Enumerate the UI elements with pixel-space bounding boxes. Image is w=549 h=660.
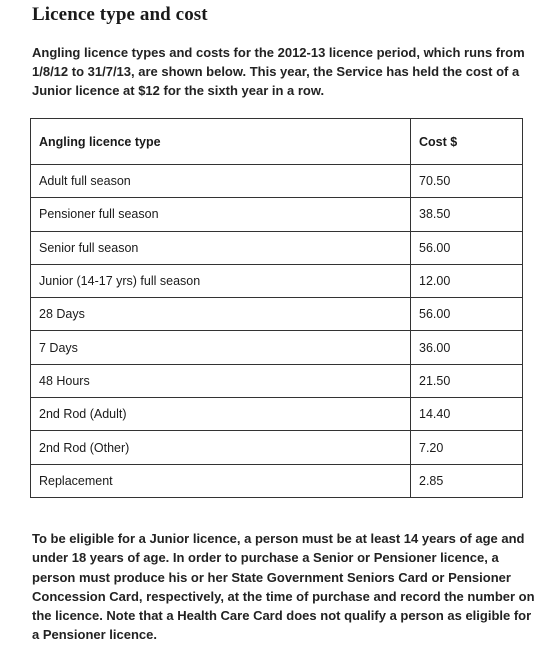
eligibility-paragraph: To be eligible for a Junior licence, a person must be at least 14 years of age and under 18 years of age. In order to purchase a Senior or Pensioner licence, a person must produce his or her State Government Seniors Card or Pensioner Concession Card, respectively, at the time of purchase and record the number on the licence. Note that a Health Care Card does not qualify a person as eligible for a Pensioner licence. — [32, 531, 535, 643]
licence-cost-table — [30, 118, 523, 498]
table-row — [31, 231, 523, 264]
licence-type-cell: Senior full season — [31, 231, 411, 264]
table-row — [31, 198, 523, 231]
cost-cell: 56.00 — [411, 298, 523, 331]
cost-cell: 70.50 — [411, 165, 523, 198]
cost-cell: 14.40 — [411, 398, 523, 431]
cost-cell: 2.85 — [411, 464, 523, 497]
licence-type-cell: Adult full season — [31, 165, 411, 198]
cost-cell: 7.20 — [411, 431, 523, 464]
table-row — [31, 431, 523, 464]
table-row — [31, 331, 523, 364]
licence-type-cell: Pensioner full season — [31, 198, 411, 231]
licence-type-cell: 2nd Rod (Adult) — [31, 398, 411, 431]
table-row — [31, 398, 523, 431]
table-row — [31, 165, 523, 198]
licence-type-cell: 28 Days — [31, 298, 411, 331]
cost-cell: 12.00 — [411, 264, 523, 297]
table-row — [31, 298, 523, 331]
cost-cell: 38.50 — [411, 198, 523, 231]
licence-type-cell: 48 Hours — [31, 364, 411, 397]
header-licence-type: Angling licence type — [31, 119, 411, 165]
cost-cell: 21.50 — [411, 364, 523, 397]
table-row — [31, 364, 523, 397]
table-row — [31, 264, 523, 297]
header-cost: Cost $ — [411, 119, 523, 165]
licence-type-cell: 7 Days — [31, 331, 411, 364]
table-row — [31, 464, 523, 497]
cost-cell: 56.00 — [411, 231, 523, 264]
intro-paragraph: Angling licence types and costs for the 2012-13 licence period, which runs from 1/8/12 to 31/7/13, are shown below. This year, the Service has held the cost of a Junior licence at $12 for the sixth year in a row. — [32, 45, 525, 98]
page-heading: Licence type and cost — [32, 4, 208, 25]
cost-cell: 36.00 — [411, 331, 523, 364]
table-header-row — [31, 119, 523, 165]
licence-type-cell: Replacement — [31, 464, 411, 497]
licence-type-cell: Junior (14-17 yrs) full season — [31, 264, 411, 297]
licence-type-cell: 2nd Rod (Other) — [31, 431, 411, 464]
